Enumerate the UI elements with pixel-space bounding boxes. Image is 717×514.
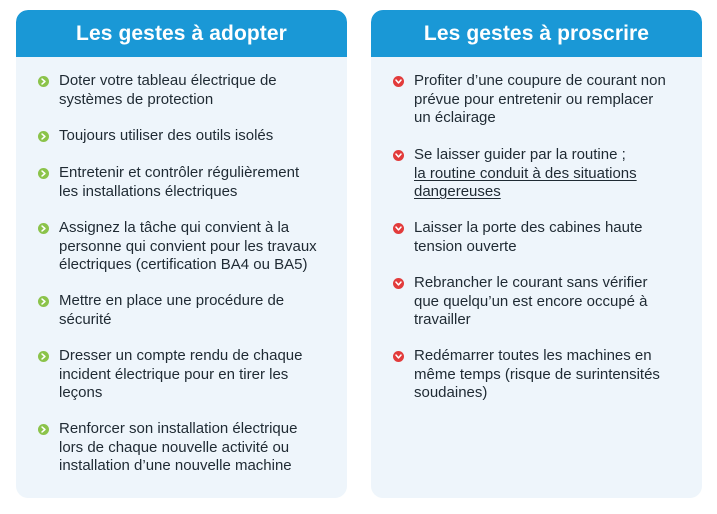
dont-item-text-underlined: la routine conduit à des situations dangereuses — [414, 164, 637, 200]
chevron-right-icon — [38, 76, 49, 87]
chevron-down-icon — [393, 150, 404, 161]
dont-item-text: Redémarrer toutes les machines en même temps (risque de surintensités soudaines) — [414, 347, 660, 401]
do-list-item — [38, 72, 335, 109]
chevron-right-icon — [38, 296, 49, 307]
do-list-item — [38, 420, 335, 476]
do-item-text: Renforcer son installation électrique lors de chaque nouvelle activité ou installation d’une nouvelle machine — [59, 420, 298, 474]
do-list-item — [38, 127, 335, 146]
do-item-text: Entretenir et contrôler régulièrement les installations électriques — [59, 164, 300, 200]
dont-panel-title: Les gestes à proscrire — [371, 10, 702, 57]
do-item-text: Assignez la tâche qui convient à la personne qui convient pour les travaux électriques (certification BA4 ou BA5) — [59, 219, 317, 273]
do-item-text: Dresser un compte rendu de chaque incident électrique pour en tirer les leçons — [59, 347, 303, 401]
dont-panel — [371, 10, 702, 498]
do-list-item — [38, 347, 335, 403]
chevron-right-icon — [38, 424, 49, 435]
chevron-right-icon — [38, 168, 49, 179]
chevron-right-icon — [38, 131, 49, 142]
dont-list-item — [393, 72, 690, 128]
chevron-right-icon — [38, 351, 49, 362]
do-item-text: Toujours utiliser des outils isolés — [59, 127, 274, 144]
chevron-down-icon — [393, 76, 404, 87]
chevron-right-icon — [38, 223, 49, 234]
dont-item-text-line1: Se laisser guider par la routine ; — [414, 146, 626, 163]
chevron-down-icon — [393, 351, 404, 362]
do-list-item — [38, 164, 335, 201]
dont-item-text: Profiter d’une coupure de courant non prévue pour entretenir ou remplacer un éclairage — [414, 72, 666, 126]
do-list-item — [38, 219, 335, 275]
dont-item-text: Rebrancher le courant sans vérifier que quelqu’un est encore occupé à travailler — [414, 274, 648, 328]
dont-list-item — [393, 274, 690, 330]
do-panel-title: Les gestes à adopter — [16, 10, 347, 57]
dont-list-item — [393, 146, 690, 202]
dont-list-item — [393, 347, 690, 403]
chevron-down-icon — [393, 278, 404, 289]
chevron-down-icon — [393, 223, 404, 234]
do-item-text: Doter votre tableau électrique de systèmes de protection — [59, 72, 277, 108]
do-list-item — [38, 292, 335, 329]
dont-item-text — [414, 146, 637, 202]
dont-list-item — [393, 219, 690, 256]
do-item-text: Mettre en place une procédure de sécurité — [59, 292, 285, 328]
dont-item-text: Laisser la porte des cabines haute tension ouverte — [414, 219, 643, 255]
do-panel — [16, 10, 347, 498]
